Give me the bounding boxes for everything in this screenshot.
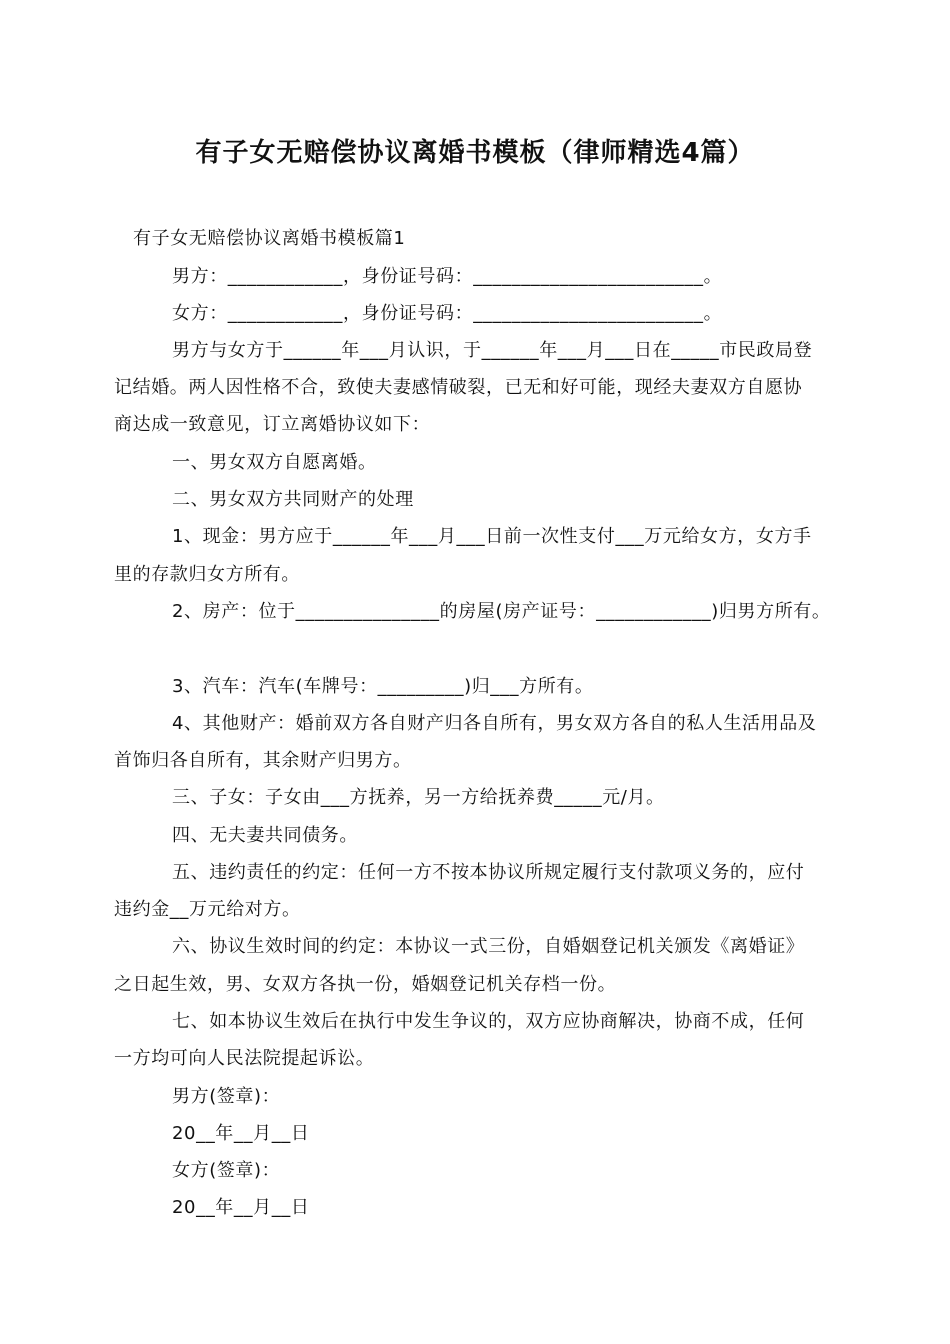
clause-breach-line: 违约金__万元给对方。 — [114, 899, 301, 920]
clause-dispute-line: 一方均可向人民法院提起诉讼。 — [114, 1048, 375, 1069]
clause-dispute-line: 七、如本协议生效后在执行中发生争议的，双方应协商解决，协商不成，任何 — [172, 1011, 805, 1032]
clause-effective-line: 之日起生效，男、女双方各执一份，婚姻登记机关存档一份。 — [114, 974, 617, 995]
clause-debts: 四、无夫妻共同债务。 — [172, 825, 358, 846]
female-party-line: 女方：____________，身份证号码：________________________。 — [172, 303, 723, 324]
male-signature-date: 20__年__月__日 — [172, 1123, 310, 1144]
clause-other-property-line: 首饰归各自所有，其余财产归男方。 — [114, 750, 412, 771]
clause-house-line: 2、房产：位于_______________的房屋(房产证号：____________)归男方所有。 — [172, 601, 831, 622]
clause-divorce: 一、男女双方自愿离婚。 — [172, 452, 377, 473]
clause-cash-line: 1、现金：男方应于______年___月___日前一次性支付___万元给女方，女方手 — [172, 526, 812, 547]
male-signature-label: 男方(签章)： — [172, 1086, 281, 1107]
document-title: 有子女无赔偿协议离婚书模板（律师精选4篇） — [195, 138, 755, 168]
clause-property-heading: 二、男女双方共同财产的处理 — [172, 489, 414, 510]
clause-car-line: 3、汽车：汽车(车牌号：_________)归___方所有。 — [172, 676, 594, 697]
clause-effective-line: 六、协议生效时间的约定：本协议一式三份，自婚姻登记机关颁发《离婚证》 — [172, 936, 805, 957]
intro-paragraph-line: 记结婚。两人因性格不合，致使夫妻感情破裂，已无和好可能，现经夫妻双方自愿协 — [114, 377, 803, 398]
section-subtitle: 有子女无赔偿协议离婚书模板篇1 — [133, 228, 406, 249]
intro-paragraph-line: 商达成一致意见，订立离婚协议如下： — [114, 414, 431, 435]
female-signature-label: 女方(签章)： — [172, 1160, 281, 1181]
male-party-line: 男方：____________，身份证号码：________________________。 — [172, 266, 723, 287]
clause-children: 三、子女：子女由___方抚养，另一方给抚养费_____元/月。 — [172, 787, 665, 808]
clause-other-property-line: 4、其他财产：婚前双方各自财产归各自所有，男女双方各自的私人生活用品及 — [172, 713, 817, 734]
intro-paragraph-line: 男方与女方于______年___月认识，于______年___月___日在_____市民政局登 — [172, 340, 813, 361]
clause-cash-line: 里的存款归女方所有。 — [114, 564, 300, 585]
female-signature-date: 20__年__月__日 — [172, 1197, 310, 1218]
clause-breach-line: 五、违约责任的约定：任何一方不按本协议所规定履行支付款项义务的，应付 — [172, 862, 805, 883]
